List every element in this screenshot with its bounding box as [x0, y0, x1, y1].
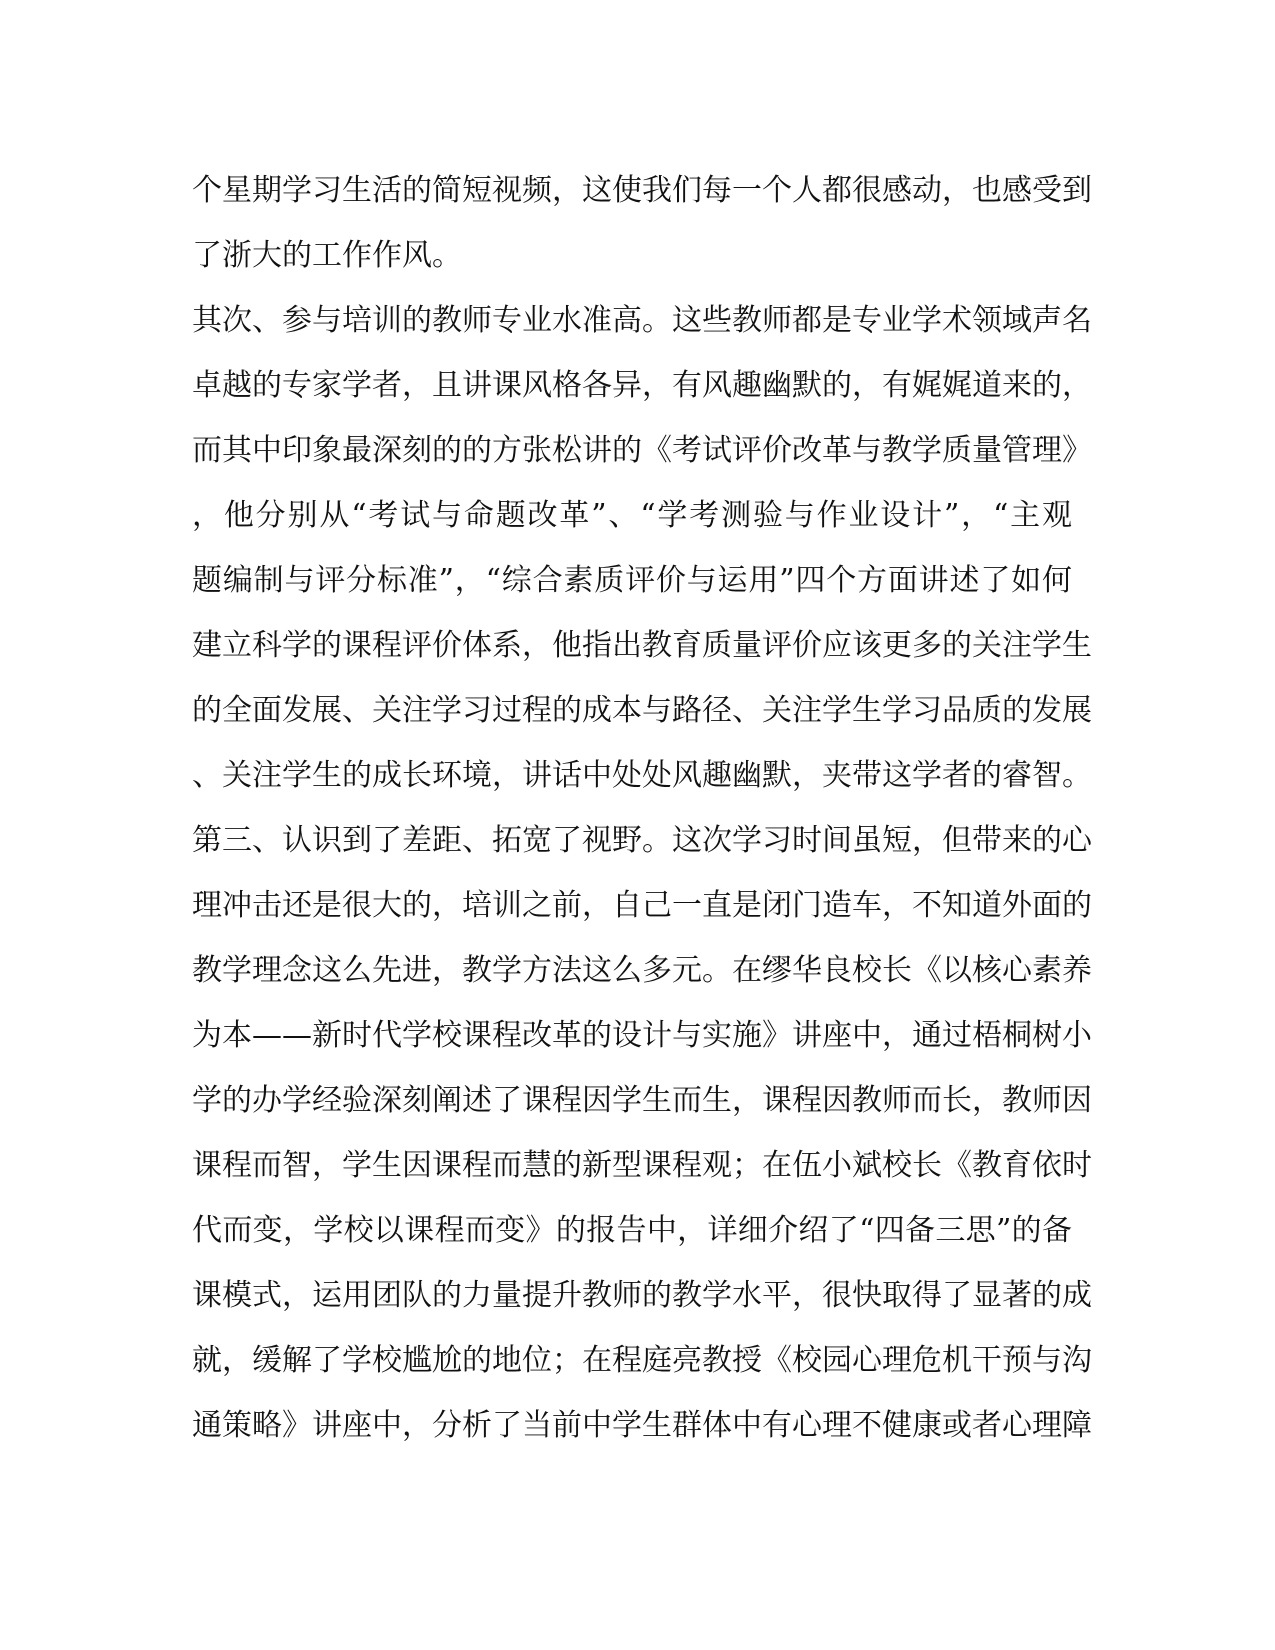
- text-line: 为本——新时代学校课程改革的设计与实施》讲座中，通过梧桐树小: [192, 1018, 1092, 1053]
- text-line: 建立科学的课程评价体系，他指出教育质量评价应该更多的关注学生: [192, 628, 1092, 663]
- text-line: 了浙大的工作作风。: [192, 238, 462, 273]
- text-line: 卓越的专家学者，且讲课风格各异，有风趣幽默的，有娓娓道来的，: [192, 368, 1092, 403]
- text-line: 教学理念这么先进，教学方法这么多元。在缪华良校长《以核心素养: [192, 953, 1092, 988]
- text-line: 课模式，运用团队的力量提升教师的教学水平，很快取得了显著的成: [192, 1278, 1092, 1313]
- text-line: 代而变，学校以课程而变》的报告中，详细介绍了“四备三思”的备: [192, 1213, 1072, 1248]
- text-line: 而其中印象最深刻的的方张松讲的《考试评价改革与教学质量管理》: [192, 433, 1092, 468]
- text-line: 通策略》讲座中，分析了当前中学生群体中有心理不健康或者心理障: [192, 1408, 1092, 1443]
- text-line: 理冲击还是很大的，培训之前，自己一直是闭门造车，不知道外面的: [192, 888, 1092, 923]
- body-text: [192, 158, 1092, 1458]
- text-line: 、关注学生的成长环境，讲话中处处风趣幽默，夹带这学者的睿智。: [192, 758, 1092, 793]
- text-line: ，他分别从“考试与命题改革”、“学考测验与作业设计”，“主观: [192, 498, 1072, 533]
- text-line: 学的办学经验深刻阐述了课程因学生而生，课程因教师而长，教师因: [192, 1083, 1092, 1118]
- text-line: 课程而智，学生因课程而慧的新型课程观；在伍小斌校长《教育依时: [192, 1148, 1092, 1183]
- text-line: 就，缓解了学校尴尬的地位；在程庭亮教授《校园心理危机干预与沟: [192, 1343, 1092, 1378]
- text-line: 第三、认识到了差距、拓宽了视野。这次学习时间虽短，但带来的心: [192, 823, 1092, 858]
- text-line: 的全面发展、关注学习过程的成本与路径、关注学生学习品质的发展: [192, 693, 1092, 728]
- text-line: 题编制与评分标准”，“综合素质评价与运用”四个方面讲述了如何: [192, 563, 1072, 598]
- text-line: 个星期学习生活的简短视频，这使我们每一个人都很感动，也感受到: [192, 173, 1092, 208]
- text-line: 其次、参与培训的教师专业水准高。这些教师都是专业学术领域声名: [192, 303, 1092, 338]
